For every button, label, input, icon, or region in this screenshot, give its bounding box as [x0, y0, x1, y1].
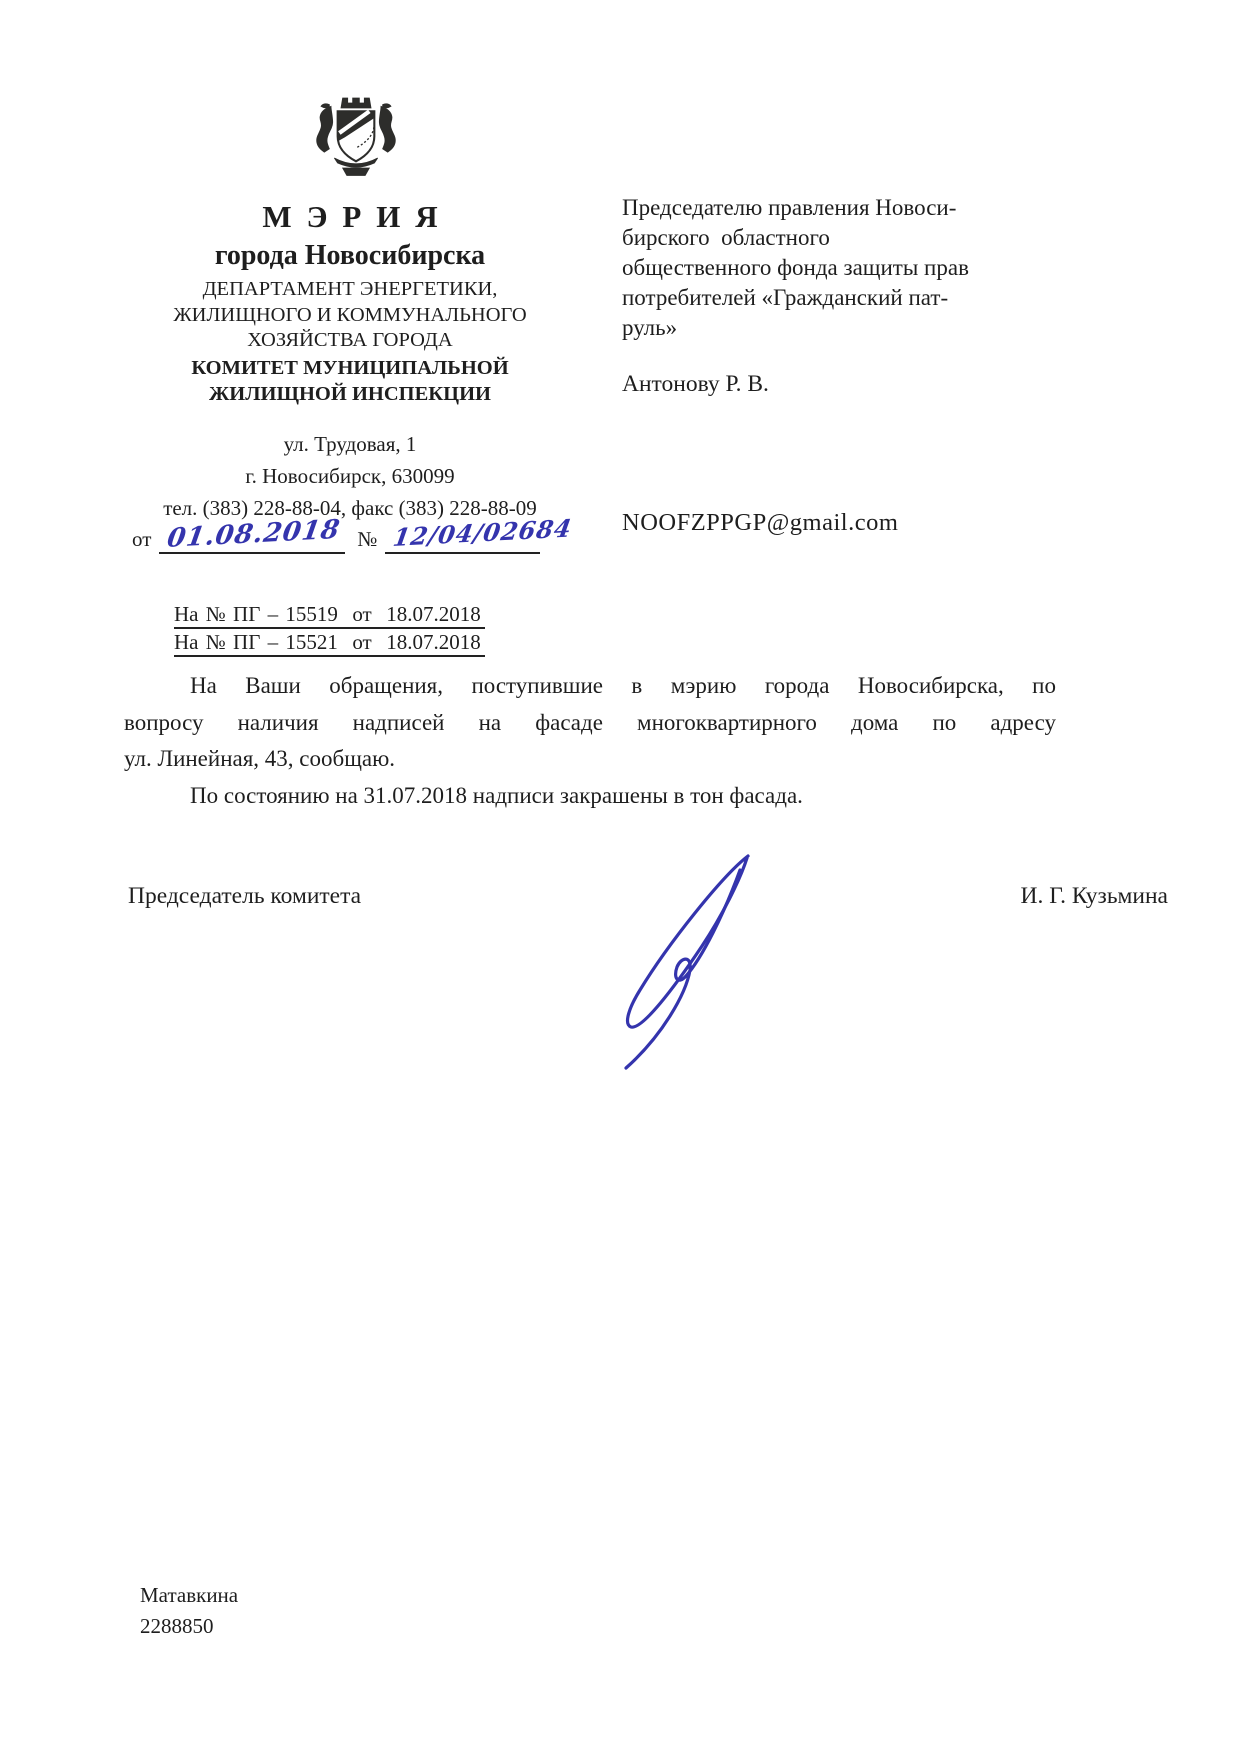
date-underline — [159, 514, 345, 554]
date-label: от — [132, 527, 152, 551]
org-name-city: города Новосибирска — [214, 240, 486, 271]
dept-line-3: ХОЗЯЙСТВА ГОРОДА — [247, 329, 453, 351]
dept-line-1: ДЕПАРТАМЕНТ ЭНЕРГЕТИКИ, — [202, 278, 498, 300]
letterhead-block — [100, 200, 600, 524]
ref-line-2: На № ПГ – 15521 от 18.07.2018 — [174, 629, 485, 657]
body-line: По состоянию на 31.07.2018 надписи закрашены в тон фасада. — [190, 782, 803, 808]
recipient-line: Председателю правления Новоси- — [622, 195, 957, 220]
signer-name: И. Г. Кузьмина — [1020, 883, 1168, 909]
signer-position-title: Председатель комитета — [128, 883, 362, 909]
recipient-name: Антонову Р. В. — [622, 371, 769, 397]
ref-line-1: На № ПГ – 15519 от 18.07.2018 — [174, 601, 485, 629]
outgoing-date-number-line — [132, 513, 612, 554]
body-line: ул. Линейная, 43, сообщаю. — [124, 746, 396, 771]
recipient-email: NOOFZPPGP@gmail.com — [622, 509, 899, 536]
executor-phone: 2288850 — [140, 1614, 214, 1638]
dept-line-2: ЖИЛИЩНОГО И КОММУНАЛЬНОГО — [173, 303, 527, 326]
recipient-line: руль» — [622, 315, 678, 340]
recipient-line: бирского областного — [622, 225, 830, 250]
address-phones: тел. (383) 228-88-04, факс (383) 228-88-09 — [163, 495, 537, 520]
committee-line-2: ЖИЛИЩНОЙ ИНСПЕКЦИИ — [209, 382, 491, 405]
address-street: ул. Трудовая, 1 — [283, 431, 417, 456]
recipient-block — [622, 193, 1092, 343]
executor-footer — [140, 1580, 238, 1642]
recipient-line: общественного фонда защиты прав — [622, 255, 969, 280]
handwritten-signature-icon — [590, 840, 772, 1080]
number-label: № — [357, 527, 378, 551]
letter-body — [124, 668, 1056, 814]
body-line: вопросу наличия надписей на фасаде многоквартирного дома по адресу — [124, 709, 1056, 735]
number-underline — [385, 513, 575, 554]
reference-lines — [174, 601, 485, 657]
address-city: г. Новосибирск, 630099 — [245, 463, 455, 488]
committee-line-1: КОМИТЕТ МУНИЦИПАЛЬНОЙ — [191, 356, 509, 379]
handwritten-date: 01.08.2018 — [165, 514, 343, 554]
org-name-mayor: МЭРИЯ — [262, 199, 453, 234]
body-line: На Ваши обращения, поступившие в мэрию города Новосибирска, по — [190, 673, 1056, 698]
handwritten-number: 12/04/02684 — [391, 513, 575, 552]
coat-of-arms-icon — [306, 92, 406, 194]
executor-name: Матавкина — [140, 1583, 239, 1607]
recipient-line: потребителей «Гражданский пат- — [622, 285, 949, 310]
